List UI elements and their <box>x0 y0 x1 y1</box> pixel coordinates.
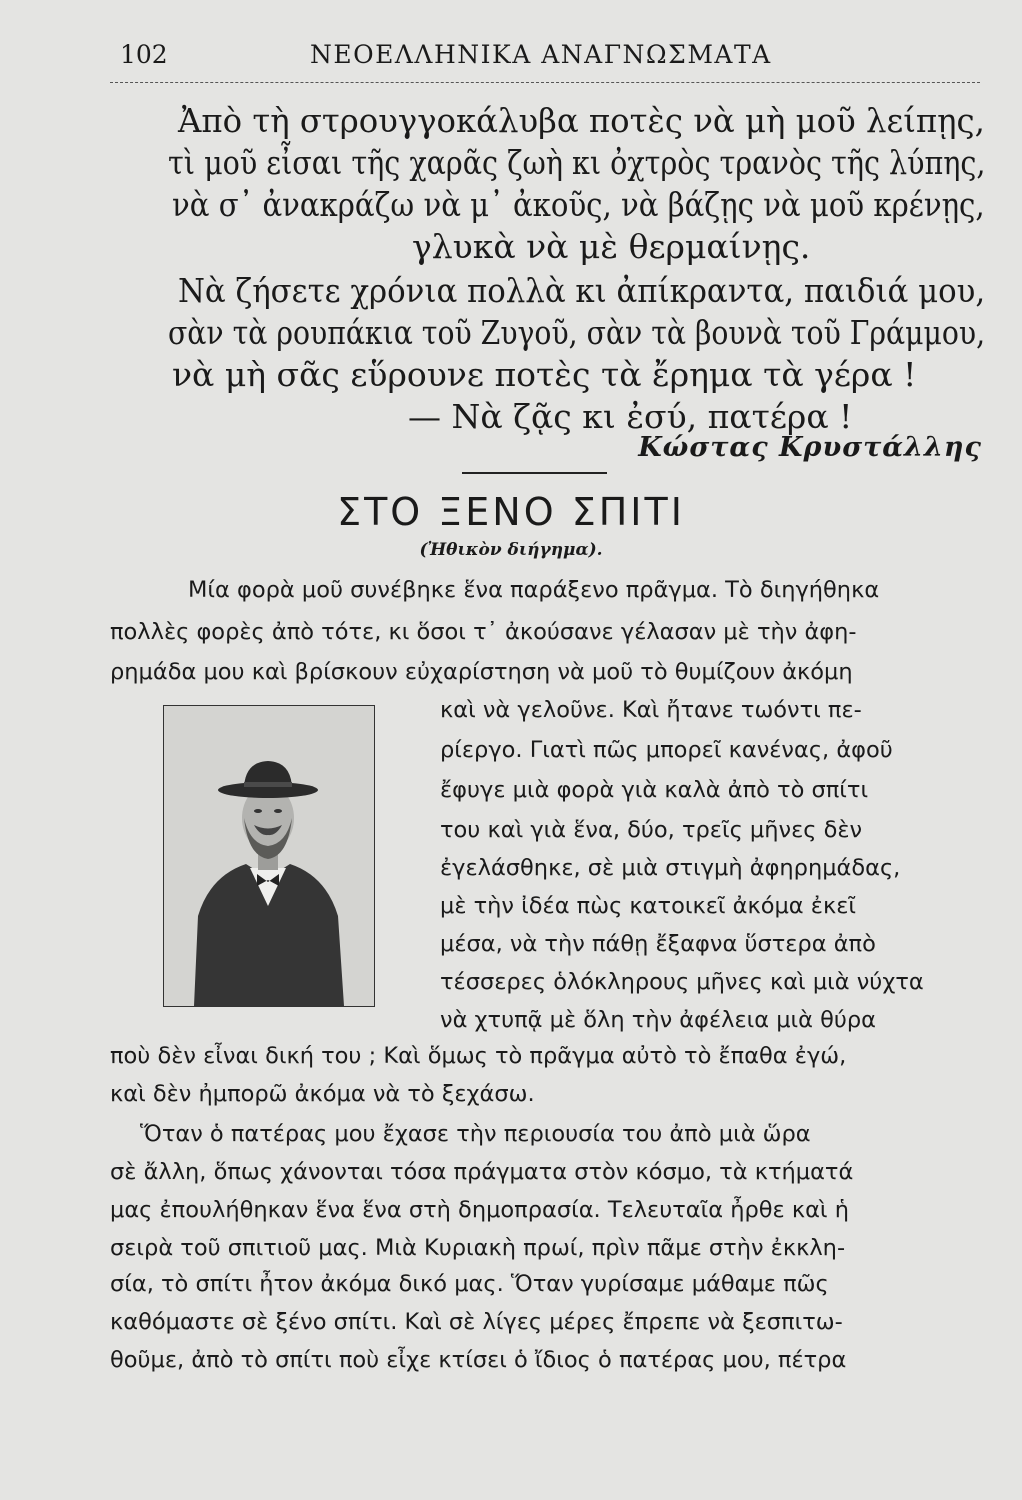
text-line: σειρὰ τοῦ σπιτιοῦ μας. Μιὰ Κυριακὴ πρωί, πρὶν πᾶμε στὴν ἐκκλη- <box>110 1235 846 1261</box>
poem-line: Ἀπὸ τὴ στρουγγοκάλυβα ποτὲς νὰ μὴ μοῦ λείπῃς, <box>178 101 985 140</box>
poem-line: σὰν τὰ ρουπάκια τοῦ Ζυγοῦ, σὰν τὰ βουνὰ τοῦ Γράμμου, <box>168 313 986 352</box>
text-line: καὶ δὲν ἠμπορῶ ἀκόμα νὰ τὸ ξεχάσω. <box>110 1081 535 1107</box>
text-line: τέσσερες ὁλόκληρους μῆνες καὶ μιὰ νύχτα <box>440 969 924 995</box>
text-line: σία, τὸ σπίτι ἦτον ἀκόμα δικό μας. Ὅταν γυρίσαμε μάθαμε πῶς <box>110 1271 829 1297</box>
text-line: σὲ ἄλλη, ὅπως χάνονται τόσα πράγματα στὸν κόσμο, τὰ κτήματά <box>110 1159 854 1185</box>
story-title: ΣΤΟ ΞΕΝΟ ΣΠΙΤΙ <box>337 490 685 534</box>
text-line: μας ἐπουλήθηκαν ἕνα ἕνα στὴ δημοπρασία. Τελευταῖα ἦρθε καὶ ἡ <box>110 1197 849 1223</box>
text-line: καθόμαστε σὲ ξένο σπίτι. Καὶ σὲ λίγες μέρες ἔπρεπε νὰ ξεσπιτω- <box>110 1309 843 1335</box>
portrait-illustration <box>164 706 374 1006</box>
text-line: ρίεργο. Γιατὶ πῶς μπορεῖ κανένας, ἀφοῦ <box>440 737 893 763</box>
header-rule <box>110 82 980 83</box>
poem-line: — Νὰ ζᾷς κι ἐσύ, πατέρα ! <box>408 397 853 436</box>
poem-line: νὰ σ᾽ ἀνακράζω νὰ μ᾽ ἀκοῦς, νὰ βάζῃς νὰ μοῦ κρένῃς, <box>172 185 985 224</box>
page-number: 102 <box>120 40 168 69</box>
text-line: ἔφυγε μιὰ φορὰ γιὰ καλὰ ἀπὸ τὸ σπίτι <box>440 777 869 803</box>
poem-line: νὰ μὴ σᾶς εὕρουνε ποτὲς τὰ ἔρημα τὰ γέρα ! <box>172 355 917 394</box>
text-line: καὶ νὰ γελοῦνε. Καὶ ἤτανε τωόντι πε- <box>440 697 862 723</box>
text-line: ἐγελάσθηκε, σὲ μιὰ στιγμὴ ἀφηρημάδας, <box>440 855 901 881</box>
author-portrait <box>163 705 375 1007</box>
text-line: Ὅταν ὁ πατέρας μου ἔχασε τὴν περιουσία του ἀπὸ μιὰ ὥρα <box>140 1121 811 1147</box>
text-line: ρημάδα μου καὶ βρίσκουν εὐχαρίστηση νὰ μοῦ τὸ θυμίζουν ἀκόμη <box>110 659 853 685</box>
text-line: Μία φορὰ μοῦ συνέβηκε ἕνα παράξενο πρᾶγμα. Τὸ διηγήθηκα <box>188 577 880 603</box>
text-line: ποὺ δὲν εἶναι δική του ; Καὶ ὅμως τὸ πρᾶγμα αὐτὸ τὸ ἔπαθα ἐγώ, <box>110 1043 847 1069</box>
running-title: ΝΕΟΕΛΛΗΝΙΚΑ ΑΝΑΓΝΩΣΜΑΤΑ <box>310 40 772 69</box>
section-separator <box>462 472 607 474</box>
text-line: μέσα, νὰ τὴν πάθῃ ἔξαφνα ὕστερα ἀπὸ <box>440 931 876 957</box>
poem-author: Κώστας Κρυστάλλης <box>638 432 982 463</box>
text-line: θοῦμε, ἀπὸ τὸ σπίτι ποὺ εἶχε κτίσει ὁ ἴδιος ὁ πατέρας μου, πέτρα <box>110 1347 847 1373</box>
text-line: νὰ χτυπᾷ μὲ ὅλη τὴν ἀφέλεια μιὰ θύρα <box>440 1007 877 1033</box>
poem-line: Νὰ ζήσετε χρόνια πολλὰ κι ἀπίκραντα, παιδιά μου, <box>178 271 986 310</box>
text-line: του καὶ γιὰ ἕνα, δύο, τρεῖς μῆνες δὲν <box>440 817 863 843</box>
story-subtitle: (Ἠθικὸν διήγημα). <box>419 540 603 560</box>
text-line: πολλὲς φορὲς ἀπὸ τότε, κι ὅσοι τ᾽ ἀκούσανε γέλασαν μὲ τὴν ἀφη- <box>110 619 857 645</box>
page-header <box>120 38 1000 78</box>
text-line: μὲ τὴν ἰδέα πὼς κατοικεῖ ἀκόμα ἐκεῖ <box>440 893 856 919</box>
poem-line: γλυκὰ νὰ μὲ θερμαίνῃς. <box>412 227 811 266</box>
poem-line: τὶ μοῦ εἶσαι τῆς χαρᾶς ζωὴ κι ὀχτρὸς τρανὸς τῆς λύπης, <box>168 143 986 182</box>
